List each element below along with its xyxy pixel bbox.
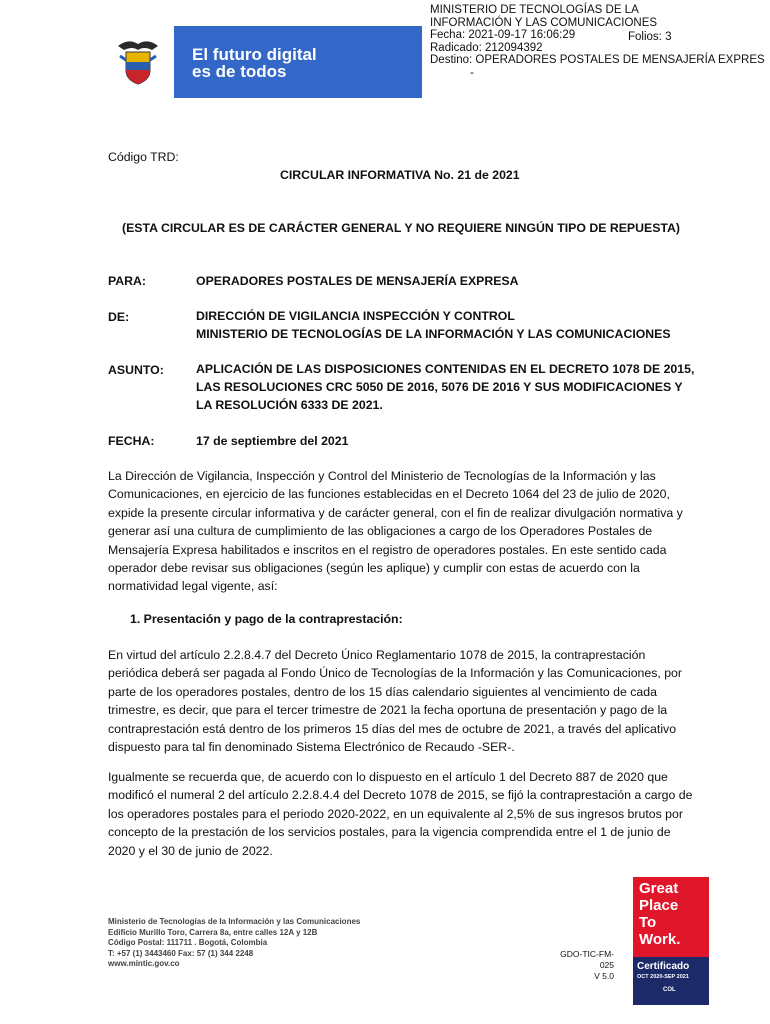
- intro-line: Comunicaciones, en ejercicio de las funciones establecidas en el Decreto 1064 del 23 de julio de 2020,: [108, 487, 670, 502]
- footer-line: T: +57 (1) 3443460 Fax: 57 (1) 344 2248: [108, 948, 254, 958]
- p1-line: contraprestación está dentro de los primeros 15 días del mes de octubre de 2021, a través del aplicativo: [108, 721, 677, 736]
- document-code: [548, 949, 614, 982]
- slogan-line1: El futuro digital: [192, 45, 317, 64]
- circular-title: CIRCULAR INFORMATIVA No. 21 de 2021: [280, 168, 520, 182]
- asunto-value: [196, 360, 694, 414]
- intro-line: La Dirección de Vigilancia, Inspección y Control del Ministerio de Tecnologías de la Información y las: [108, 469, 656, 483]
- intro-paragraph: [108, 467, 698, 596]
- stamp-dash: -: [470, 66, 474, 79]
- stamp-folios: Folios: 3: [628, 31, 672, 43]
- code-line1: GDO-TIC-FM-025: [560, 949, 614, 970]
- badge-dates: OCT 2020-SEP 2021: [637, 974, 689, 980]
- de-value-line2: MINISTERIO DE TECNOLOGÍAS DE LA INFORMACIÓN Y LAS COMUNICACIONES: [196, 327, 671, 341]
- badge-certificado: Certificado: [637, 961, 690, 972]
- stamp-line2: INFORMACIÓN Y LAS COMUNICACIONES: [430, 16, 658, 29]
- p2-line: los operadores postales para el periodo 2020-2022, en un equivalente al 2,5% de sus ingresos brutos por: [108, 806, 683, 821]
- fecha-value: 17 de septiembre del 2021: [196, 434, 349, 448]
- coat-of-arms-icon: [102, 26, 174, 98]
- p1-line: periódica deberá ser pagada al Fondo Único de Tecnologías de la Información y las Comunicaciones, por: [108, 666, 682, 681]
- badge-word: Great: [639, 880, 679, 897]
- badge-country: COL: [663, 987, 676, 993]
- stamp-fecha: Fecha: 2021-09-17 16:06:29: [430, 29, 576, 41]
- p1-line: dispuesto para tal fin denominado Sistema Electrónico de Recaudo -SER-.: [108, 740, 515, 755]
- para-value: OPERADORES POSTALES DE MENSAJERÍA EXPRESA: [196, 274, 519, 288]
- code-line2: V 5.0: [594, 971, 614, 981]
- footer-website[interactable]: www.mintic.gov.co: [108, 959, 180, 968]
- banner-extension: [338, 26, 422, 98]
- asunto-value-line3: LA RESOLUCIÓN 6333 DE 2021.: [196, 398, 383, 412]
- paragraph-2: [108, 768, 698, 860]
- stamp-destino: Destino: OPERADORES POSTALES DE MENSAJERÍA EXPRES: [430, 54, 765, 66]
- p2-line: 2020 y el 30 de junio de 2022.: [108, 843, 273, 858]
- asunto-value-line1: APLICACIÓN DE LAS DISPOSICIONES CONTENIDAS EN EL DECRETO 1078 DE 2015,: [196, 362, 695, 376]
- badge-word: Work.: [639, 931, 681, 948]
- section-1-heading: 1. Presentación y pago de la contraprestación:: [130, 612, 403, 626]
- p2-line: concepto de la prestación de los servicios postales, para la vigencia comprendida entre el 1 de junio de: [108, 825, 671, 840]
- p2-line: Igualmente se recuerda que, de acuerdo con lo dispuesto en el artículo 1 del Decreto 887 de 2020 que: [108, 770, 668, 784]
- footer-address: [108, 917, 360, 970]
- banner-slogan: [192, 46, 317, 80]
- para-label: PARA:: [108, 274, 147, 288]
- circular-subtitle: (ESTA CIRCULAR ES DE CARÁCTER GENERAL Y NO REQUIERE NINGÚN TIPO DE REPUESTA): [122, 221, 680, 235]
- p2-line: modificó el numeral 2 del artículo 2.2.8.4.4 del Decreto 1078 de 2015, se fijó la contraprestación a cargo de: [108, 788, 693, 803]
- badge-words: [639, 880, 680, 948]
- footer-line: Ministerio de Tecnologías de la Información y las Comunicaciones: [108, 917, 361, 926]
- badge-word: Place: [639, 897, 679, 914]
- badge-word: To: [639, 914, 657, 931]
- p1-line: trimestre, es decir, que para el tercer trimestre de 2021 la fecha oportuna de presentación y pago de la: [108, 703, 668, 718]
- de-value: [196, 307, 671, 343]
- intro-line: generar así una cultura de cumplimiento de las obligaciones a cargo de los Operadores Postales de: [108, 524, 653, 539]
- intro-line: normatividad legal vigente, así:: [108, 579, 278, 594]
- asunto-value-line2: LAS RESOLUCIONES CRC 5050 DE 2016, 5076 DE 2016 Y SUS MODIFICACIONES Y: [196, 380, 683, 394]
- radicado-stamp: [430, 4, 766, 79]
- fecha-label: FECHA:: [108, 434, 155, 448]
- stamp-line1: MINISTERIO DE TECNOLOGÍAS DE LA: [430, 4, 639, 16]
- intro-line: operador debe revisar sus obligaciones (según les aplique) y cumplir con estas de acuerdo con la: [108, 561, 640, 576]
- paragraph-1: [108, 646, 698, 756]
- p1-line: parte de los operadores postales, dentro de los 15 días calendario siguientes al vencimiento de cada: [108, 684, 657, 699]
- mintic-banner: [102, 26, 338, 98]
- intro-line: Mensajería Expresa habilitados e inscritos en el registro de operadores postales. En este sentido cada: [108, 542, 667, 557]
- footer-line: Edificio Murillo Toro, Carrera 8a, entre calles 12A y 12B: [108, 927, 318, 937]
- stamp-radicado: Radicado: 212094392: [430, 41, 543, 54]
- de-value-line1: DIRECCIÓN DE VIGILANCIA INSPECCIÓN Y CONTROL: [196, 309, 515, 323]
- p1-line: En virtud del artículo 2.2.8.4.7 del Decreto Único Reglamentario 1078 de 2015, la contraprestación: [108, 648, 646, 662]
- intro-line: expide la presente circular informativa y de carácter general, con el fin de realizar divulgación normativa y: [108, 505, 683, 520]
- slogan-line2: es de todos: [192, 62, 287, 81]
- asunto-label: ASUNTO:: [108, 363, 164, 377]
- codigo-trd: Código TRD:: [108, 150, 179, 164]
- de-label: DE:: [108, 310, 130, 324]
- great-place-to-work-badge: [633, 877, 709, 1005]
- footer-line: Código Postal: 111711 . Bogotá, Colombia: [108, 938, 268, 947]
